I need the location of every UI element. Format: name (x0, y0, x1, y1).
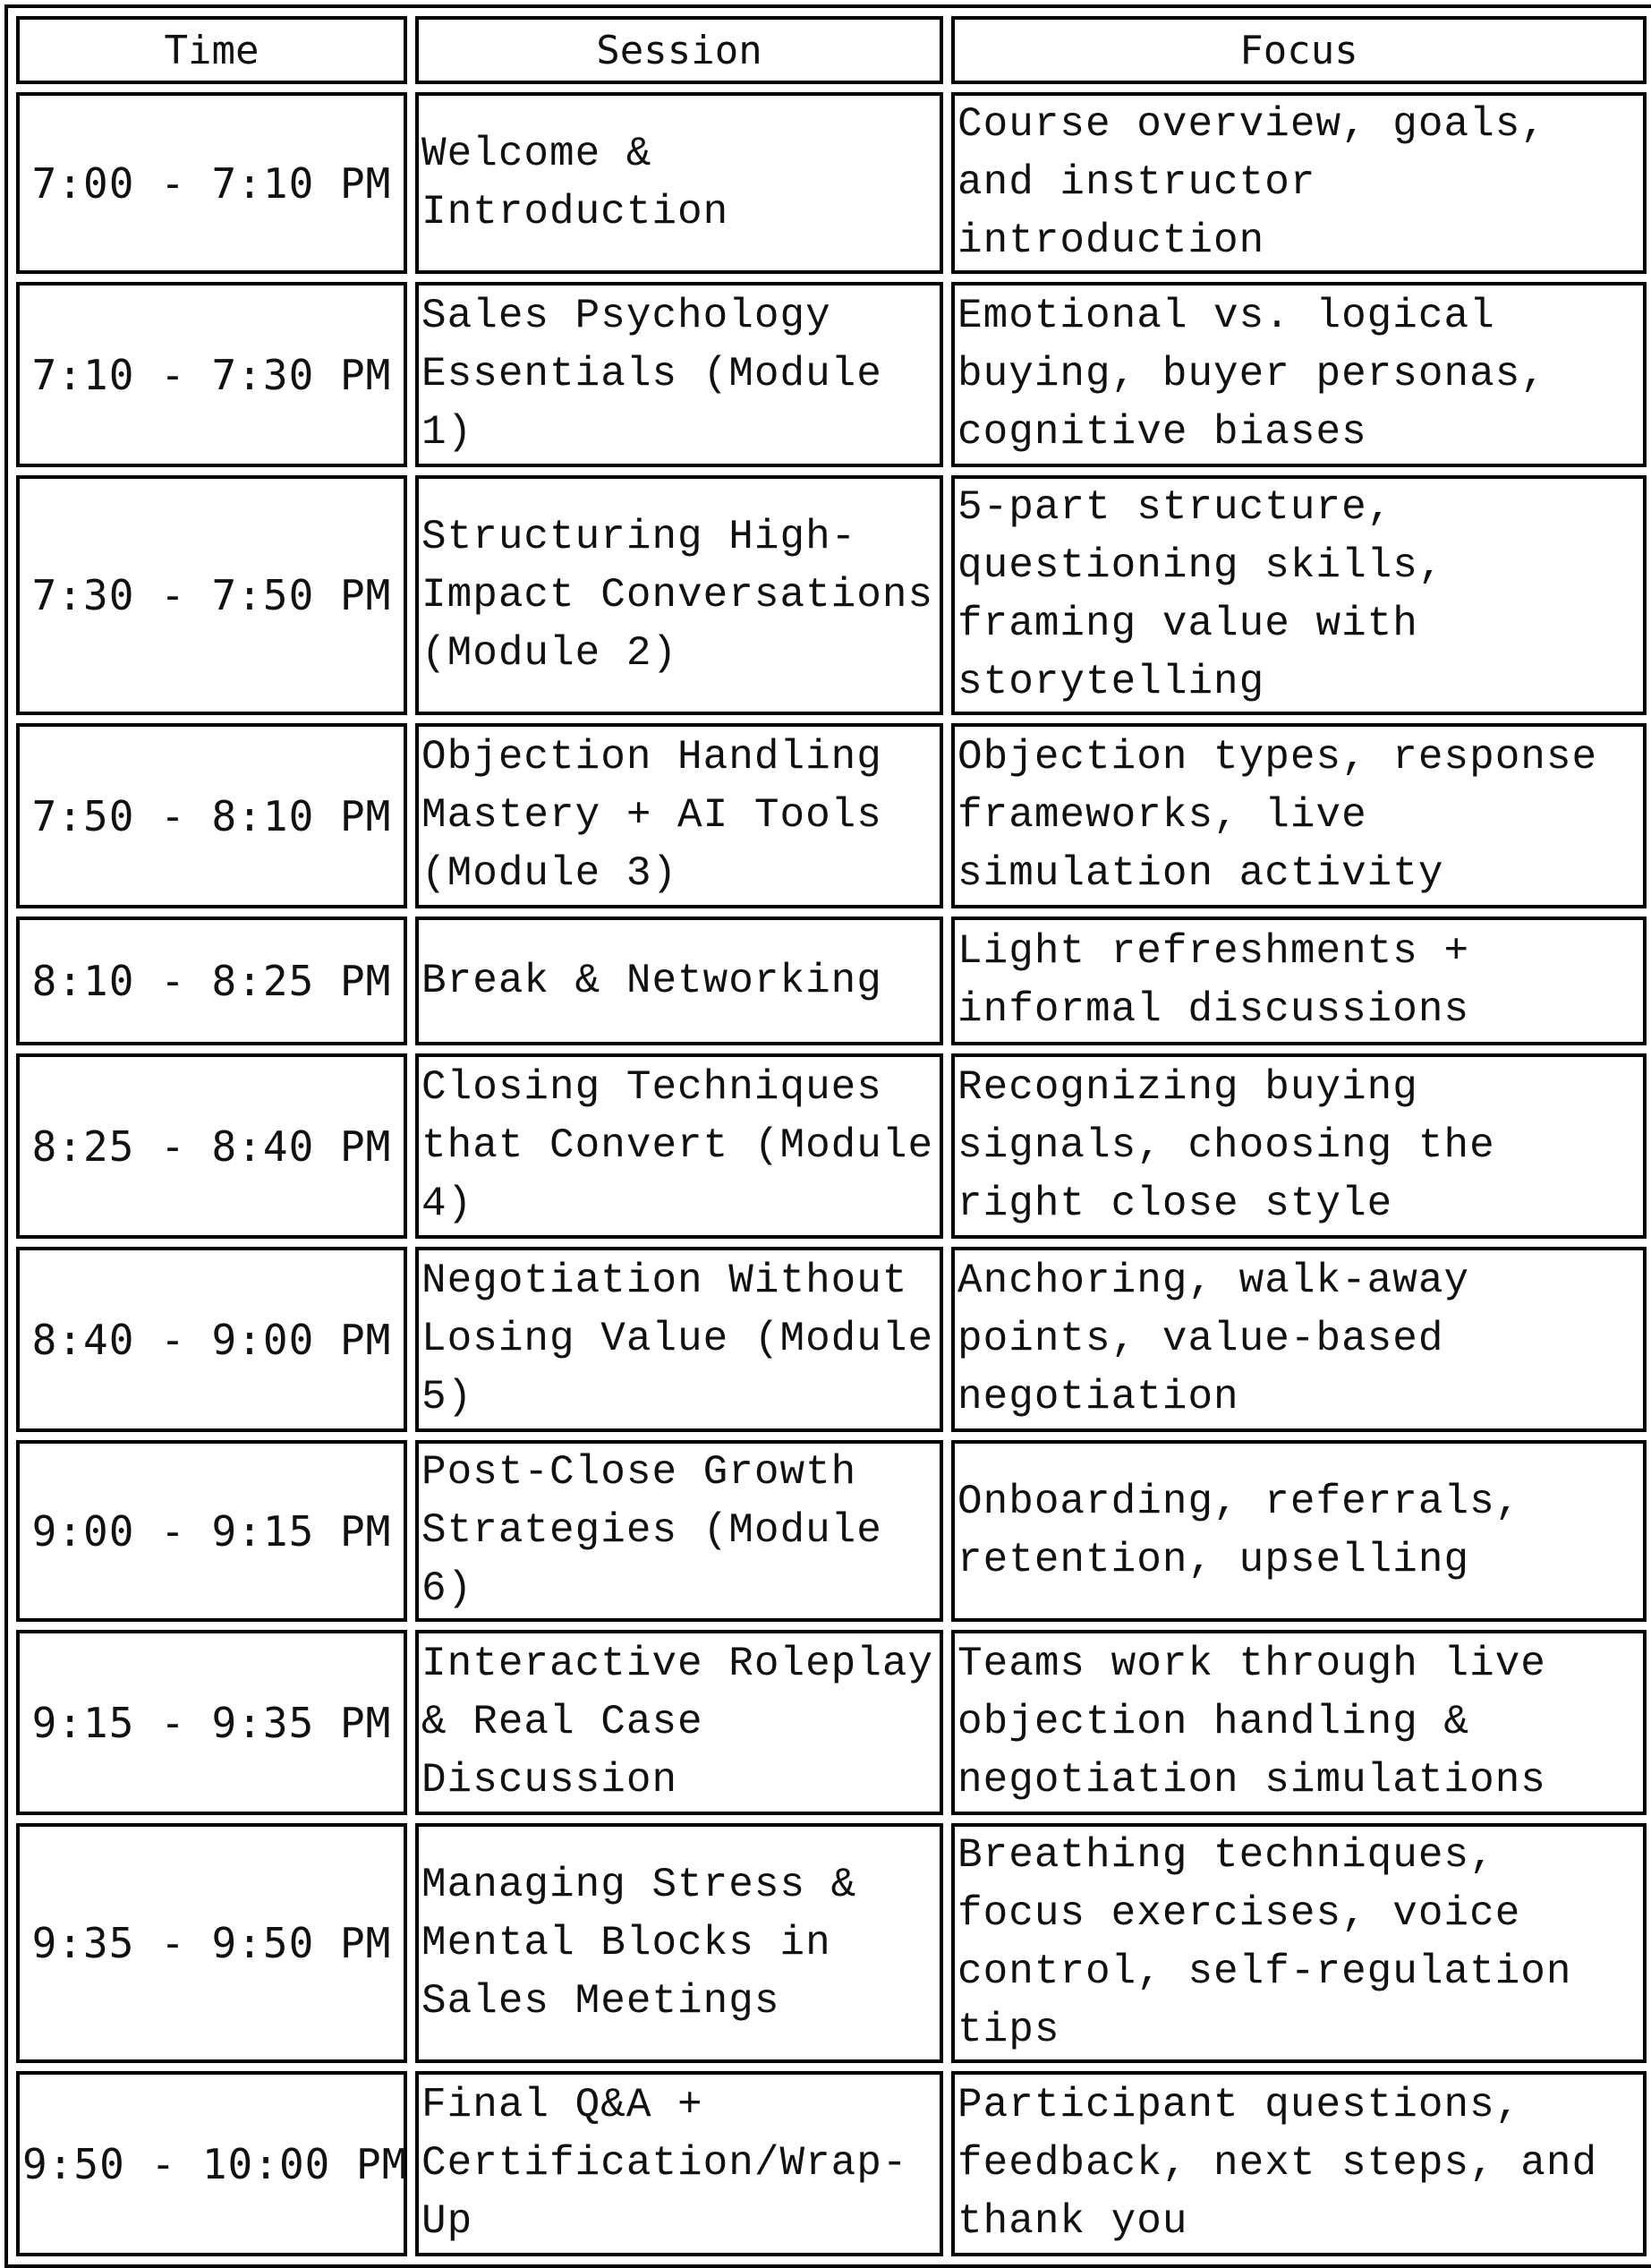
schedule-table (4, 4, 1651, 2268)
focus-cell: Anchoring, walk-away points, value-based negotiation (951, 1247, 1647, 1432)
focus-cell: Onboarding, referrals, retention, upselling (951, 1440, 1647, 1622)
session-cell: Break & Networking (415, 917, 943, 1045)
focus-cell: Recognizing buying signals, choosing the right close style (951, 1053, 1647, 1239)
time-cell: 9:50 - 10:00 PM (16, 2071, 407, 2256)
session-cell: Negotiation Without Losing Value (Module 5) (415, 1247, 943, 1432)
table-row (16, 282, 1647, 467)
session-cell: Managing Stress & Mental Blocks in Sales Meetings (415, 1823, 943, 2063)
focus-cell: 5-part structure, questioning skills, framing value with storytelling (951, 475, 1647, 715)
time-cell: 9:00 - 9:15 PM (16, 1440, 407, 1622)
time-cell: 9:15 - 9:35 PM (16, 1630, 407, 1815)
table-row (16, 723, 1647, 908)
session-cell: Structuring High-Impact Conversations (Module 2) (415, 475, 943, 715)
time-cell: 7:30 - 7:50 PM (16, 475, 407, 715)
time-cell: 7:00 - 7:10 PM (16, 92, 407, 274)
focus-cell: Teams work through live objection handling & negotiation simulations (951, 1630, 1647, 1815)
focus-cell: Participant questions, feedback, next steps, and thank you (951, 2071, 1647, 2256)
table-row (16, 1053, 1647, 1239)
time-cell: 7:10 - 7:30 PM (16, 282, 407, 467)
focus-cell: Light refreshments + informal discussions (951, 917, 1647, 1045)
table-row (16, 1247, 1647, 1432)
focus-cell: Emotional vs. logical buying, buyer personas, cognitive biases (951, 282, 1647, 467)
table-row (16, 2071, 1647, 2256)
header-row (16, 16, 1647, 84)
time-cell: 8:10 - 8:25 PM (16, 917, 407, 1045)
session-cell: Post-Close Growth Strategies (Module 6) (415, 1440, 943, 1622)
header-session: Session (415, 16, 943, 84)
focus-cell: Breathing techniques, focus exercises, voice control, self-regulation tips (951, 1823, 1647, 2063)
header-time: Time (16, 16, 407, 84)
time-cell: 8:40 - 9:00 PM (16, 1247, 407, 1432)
session-cell: Sales Psychology Essentials (Module 1) (415, 282, 943, 467)
time-cell: 9:35 - 9:50 PM (16, 1823, 407, 2063)
session-cell: Welcome & Introduction (415, 92, 943, 274)
time-cell: 7:50 - 8:10 PM (16, 723, 407, 908)
session-cell: Closing Techniques that Convert (Module 4) (415, 1053, 943, 1239)
session-cell: Objection Handling Mastery + AI Tools (Module 3) (415, 723, 943, 908)
table-row (16, 1823, 1647, 2063)
session-cell: Interactive Roleplay & Real Case Discussion (415, 1630, 943, 1815)
table-row (16, 475, 1647, 715)
focus-cell: Objection types, response frameworks, live simulation activity (951, 723, 1647, 908)
table-row (16, 92, 1647, 274)
header-focus: Focus (951, 16, 1647, 84)
table-row (16, 1440, 1647, 1622)
table-row (16, 1630, 1647, 1815)
focus-cell: Course overview, goals, and instructor introduction (951, 92, 1647, 274)
session-cell: Final Q&A + Certification/Wrap-Up (415, 2071, 943, 2256)
table-row (16, 917, 1647, 1045)
time-cell: 8:25 - 8:40 PM (16, 1053, 407, 1239)
